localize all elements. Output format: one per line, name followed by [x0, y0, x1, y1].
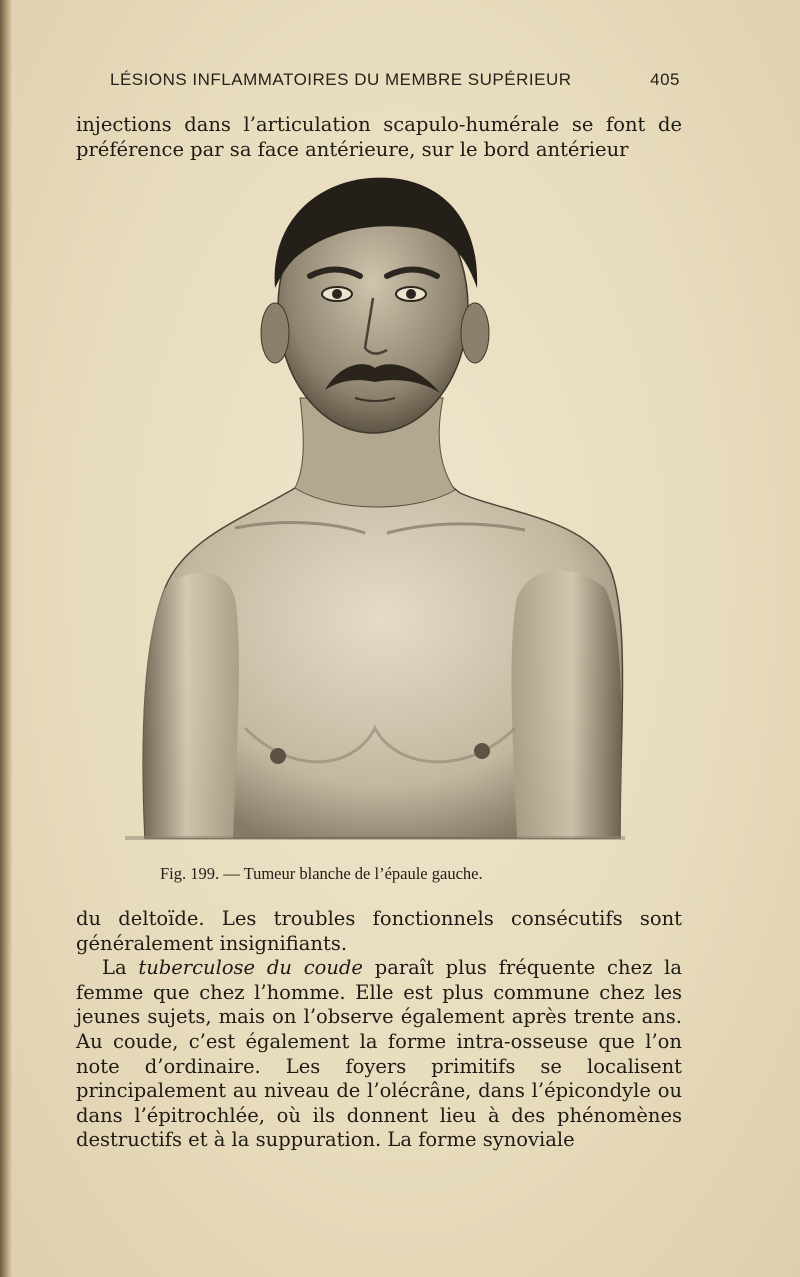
right-ear: [461, 303, 489, 363]
paragraph-lead: La: [102, 956, 127, 980]
book-binding-edge: [0, 0, 12, 1277]
left-ear: [261, 303, 289, 363]
top-paragraph: injections dans l’articulation scapulo-humérale se font de préférence par sa face antérieure, sur le bord antérieur: [76, 113, 682, 161]
top-text-block: [76, 113, 682, 162]
bottom-text-block: [76, 907, 682, 1153]
page-number: 405: [650, 70, 680, 89]
running-title: LÉSIONS INFLAMMATOIRES DU MEMBRE SUPÉRIEUR: [110, 70, 572, 89]
figure-illustration: [125, 168, 625, 858]
paragraph-body: paraît plus fréquente chez la femme que chez l’homme. Elle est plus commune chez les jeunes sujets, mais on l’observe également après trente ans. Au coude, c’est également la forme intra-osseuse que l’on note d’ordinaire. Les foyers primitifs se localisent principalement au niveau de l’olécrâne, dans l’épicondyle ou dans l’épitrochlée, où ils donnent lieu à des phénomènes destructifs et à la suppuration. La forme synoviale: [76, 956, 682, 1152]
right-nipple: [474, 743, 490, 759]
right-arm-shape: [512, 570, 622, 838]
emphasis-term: tuberculose du coude: [138, 956, 363, 980]
elbow-paragraph: [76, 956, 682, 1153]
figure-caption: Fig. 199. — Tumeur blanche de l’épaule gauche.: [160, 864, 483, 883]
running-header: [110, 70, 680, 90]
figure-bottom-edge: [125, 836, 625, 840]
right-pupil: [406, 289, 416, 299]
left-pupil: [332, 289, 342, 299]
left-nipple: [270, 748, 286, 764]
continuation-paragraph: du deltoïde. Les troubles fonctionnels consécutifs sont généralement insignifiants.: [76, 907, 682, 955]
left-arm-shape: [143, 572, 239, 838]
